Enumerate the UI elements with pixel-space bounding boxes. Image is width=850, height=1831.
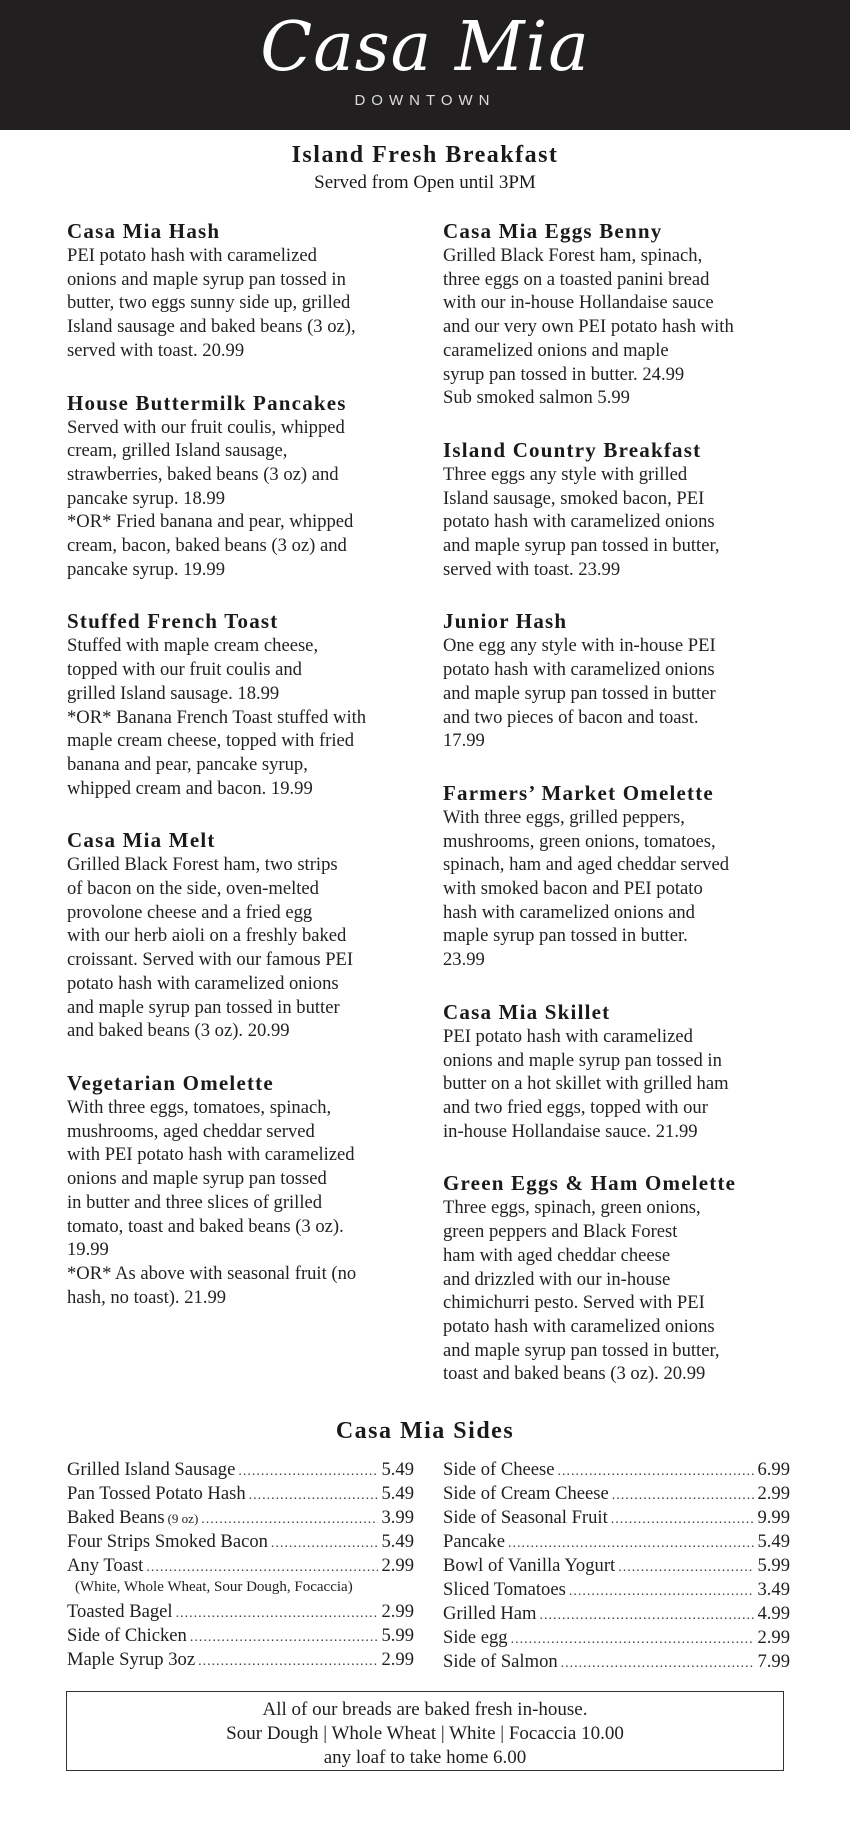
side-name-text: Baked Beans — [67, 1507, 165, 1528]
side-row — [443, 1458, 790, 1482]
sides-left-column — [67, 1458, 414, 1672]
side-row — [443, 1530, 790, 1554]
side-name — [443, 1458, 555, 1482]
side-row — [443, 1482, 790, 1506]
side-price: 2.99 — [381, 1601, 414, 1622]
side-price: 5.49 — [381, 1531, 414, 1552]
menu-item — [443, 999, 798, 1144]
side-row — [67, 1600, 414, 1624]
side-name-text: Grilled Ham — [443, 1603, 537, 1624]
menu-item-name: House Buttermilk Pancakes — [67, 390, 347, 415]
menu-item-description: Stuffed with maple cream cheese, topped with our fruit coulis and grilled Island sausage. 18.99 *OR* Banana French Toast stuffed with maple cream cheese, topped with fried banana and pear, pancake syrup, whipped cream and bacon. 19.99 — [67, 635, 367, 799]
dot-leader — [201, 1508, 378, 1532]
bread-note-box — [66, 1691, 784, 1771]
side-row — [443, 1650, 790, 1674]
side-name — [443, 1650, 558, 1674]
side-name — [443, 1626, 508, 1650]
breakfast-title: Island Fresh Breakfast — [291, 142, 559, 168]
side-price: 5.99 — [381, 1625, 414, 1646]
side-name — [443, 1602, 536, 1626]
dot-leader — [611, 1508, 755, 1532]
side-name-text: Bowl of Vanilla Yogurt — [443, 1555, 616, 1576]
dot-leader — [271, 1532, 379, 1556]
menu-item — [67, 608, 422, 800]
dot-leader — [249, 1484, 379, 1508]
header-banner — [0, 0, 850, 130]
side-price: 3.49 — [757, 1579, 790, 1600]
bread-note-line-2: Sour Dough | Whole Wheat | White | Focaccia 10.00 — [226, 1723, 624, 1744]
side-price: 5.49 — [757, 1531, 790, 1552]
dot-leader — [238, 1460, 378, 1484]
dot-leader — [508, 1532, 755, 1556]
side-name — [67, 1482, 246, 1506]
brand-subtitle: DOWNTOWN — [354, 92, 496, 109]
menu-item-description: PEI potato hash with caramelized onions and maple syrup pan tossed in butter on a hot skillet with grilled ham and two fried eggs, topped with our in-house Hollandaise sauce. 21.99 — [443, 1025, 729, 1142]
side-row — [67, 1624, 414, 1648]
menu-item-name: Casa Mia Skillet — [443, 999, 611, 1024]
menu-item-name: Vegetarian Omelette — [67, 1070, 274, 1095]
menu-item — [67, 218, 422, 363]
dot-leader — [558, 1460, 755, 1484]
side-price: 6.99 — [757, 1459, 790, 1480]
menu-item-name: Stuffed French Toast — [67, 609, 279, 634]
menu-item-description: Grilled Black Forest ham, two strips of bacon on the side, oven-melted provolone cheese and a fried egg with our herb aioli on a freshly baked croissant. Served with our famous PEI potato hash with caramelized onions and maple syrup pan tossed in butter and baked beans (3 oz). 20.99 — [67, 854, 354, 1042]
side-quantity: (9 oz) — [167, 1511, 199, 1526]
bread-note-line-3: any loaf to take home 6.00 — [323, 1747, 527, 1768]
side-row — [443, 1554, 790, 1578]
side-name-text: Any Toast — [67, 1555, 144, 1576]
menu-item-description: With three eggs, tomatoes, spinach, mushrooms, aged cheddar served with PEI potato hash with caramelized onions and maple syrup pan tossed in butter and three slices of grilled tomato, toast and baked beans (3 oz). 19.99 *OR* As above with seasonal fruit (no hash, no toast). 21.99 — [67, 1096, 357, 1308]
dot-leader — [569, 1580, 755, 1604]
menu-item — [67, 1070, 422, 1309]
side-row — [67, 1554, 414, 1578]
side-name — [67, 1624, 187, 1648]
side-name-text: Sliced Tomatoes — [443, 1579, 566, 1600]
side-price: 7.99 — [757, 1651, 790, 1672]
dot-leader — [612, 1484, 755, 1508]
dot-leader — [146, 1556, 378, 1580]
dot-leader — [539, 1604, 754, 1628]
menu-item — [443, 437, 798, 582]
menu-item-description: Three eggs, spinach, green onions, green peppers and Black Forest ham with aged cheddar cheese and drizzled with our in-house chimichurri pesto. Served with PEI potato hash with caramelized onions and maple syrup pan tossed in butter, toast and baked beans (3 oz). 20.99 — [443, 1197, 720, 1385]
menu-item-name: Casa Mia Eggs Benny — [443, 219, 663, 243]
breakfast-subtitle: Served from Open until 3PM — [314, 172, 536, 193]
side-row — [67, 1482, 414, 1506]
side-row — [67, 1458, 414, 1482]
side-note: (White, Whole Wheat, Sour Dough, Focaccia) — [75, 1579, 353, 1595]
sides-title: Casa Mia Sides — [335, 1418, 515, 1444]
side-price: 5.49 — [381, 1483, 414, 1504]
dot-leader — [618, 1556, 754, 1580]
side-price: 5.99 — [757, 1555, 790, 1576]
menu-item-description: One egg any style with in-house PEI potato hash with caramelized onions and maple syrup pan tossed in butter and two pieces of bacon and toast. 17.99 — [443, 635, 716, 752]
menu-item-name: Casa Mia Melt — [67, 828, 216, 853]
menu-item — [443, 1170, 798, 1386]
side-row — [67, 1530, 414, 1554]
side-name — [443, 1506, 608, 1530]
side-name-text: Side egg — [443, 1627, 508, 1648]
side-name — [67, 1648, 195, 1672]
side-price: 4.99 — [757, 1603, 790, 1624]
side-row — [443, 1626, 790, 1650]
dot-leader — [198, 1650, 378, 1674]
side-name — [67, 1458, 235, 1482]
side-name-text: Side of Cheese — [443, 1459, 555, 1480]
side-price: 5.49 — [381, 1459, 414, 1480]
menu-item-name: Casa Mia Hash — [67, 219, 221, 243]
side-price: 3.99 — [381, 1507, 414, 1528]
side-name-text: Toasted Bagel — [67, 1601, 173, 1622]
side-name-text: Pancake — [443, 1531, 505, 1552]
side-name — [67, 1554, 143, 1578]
side-name-text: Four Strips Smoked Bacon — [67, 1531, 268, 1552]
side-name — [443, 1482, 609, 1506]
dot-leader — [190, 1626, 379, 1650]
menu-item-description: PEI potato hash with caramelized onions and maple syrup pan tossed in butter, two eggs sunny side up, grilled Island sausage and baked beans (3 oz), served with toast. 20.99 — [67, 245, 356, 361]
menu-item-name: Junior Hash — [443, 609, 568, 634]
side-name-text: Side of Salmon — [443, 1651, 558, 1672]
side-row — [443, 1602, 790, 1626]
side-name — [67, 1530, 268, 1554]
dot-leader — [511, 1628, 755, 1652]
menu-item-name: Farmers’ Market Omelette — [443, 780, 714, 805]
side-price: 2.99 — [381, 1555, 414, 1576]
menu-item — [443, 218, 798, 410]
dot-leader — [176, 1602, 379, 1626]
menu-item — [443, 608, 798, 753]
side-name-text: Grilled Island Sausage — [67, 1459, 236, 1480]
side-row — [67, 1506, 414, 1530]
side-row — [67, 1648, 414, 1672]
breakfast-left-column — [67, 218, 422, 1336]
side-name-text: Side of Cream Cheese — [443, 1483, 609, 1504]
menu-item — [67, 390, 422, 582]
dot-leader — [561, 1652, 755, 1676]
brand-logo: Casa Mia — [260, 8, 590, 87]
sides-right-column — [443, 1458, 790, 1674]
side-name-text: Pan Tossed Potato Hash — [67, 1483, 246, 1504]
side-name-text: Maple Syrup 3oz — [67, 1649, 196, 1670]
side-name — [67, 1600, 173, 1624]
menu-item-name: Green Eggs & Ham Omelette — [443, 1171, 737, 1196]
side-price: 9.99 — [757, 1507, 790, 1528]
side-row — [443, 1578, 790, 1602]
side-price: 2.99 — [757, 1627, 790, 1648]
menu-item-description: Served with our fruit coulis, whipped cream, grilled Island sausage, strawberries, baked beans (3 oz) and pancake syrup. 18.99 *OR* Fried banana and pear, whipped cream, bacon, baked beans (3 oz) and pancake syrup. 19.99 — [67, 416, 354, 580]
menu-item-name: Island Country Breakfast — [443, 437, 702, 462]
side-price: 2.99 — [381, 1649, 414, 1670]
menu-item — [443, 780, 798, 972]
bread-note-line-1: All of our breads are baked fresh in-house. — [262, 1699, 588, 1720]
side-name-text: Side of Seasonal Fruit — [443, 1507, 608, 1528]
side-price: 2.99 — [757, 1483, 790, 1504]
breakfast-right-column — [443, 218, 798, 1413]
side-name — [67, 1506, 198, 1531]
menu-item-description: Three eggs any style with grilled Island sausage, smoked bacon, PEI potato hash with caramelized onions and maple syrup pan tossed in butter, served with toast. 23.99 — [443, 463, 720, 580]
side-name — [443, 1530, 505, 1554]
side-name-text: Side of Chicken — [67, 1625, 187, 1646]
side-row — [443, 1506, 790, 1530]
menu-item-description: Grilled Black Forest ham, spinach, three eggs on a toasted panini bread with our in-house Hollandaise sauce and our very own PEI potato hash with caramelized onions and maple syrup pan tossed in butter. 24.99 Sub smoked salmon 5.99 — [443, 245, 734, 409]
side-name — [443, 1578, 566, 1602]
menu-item-description: With three eggs, grilled peppers, mushrooms, green onions, tomatoes, spinach, ham and aged cheddar served with smoked bacon and PEI potato hash with caramelized onions and maple syrup pan tossed in butter. 23.99 — [443, 806, 730, 971]
menu-item — [67, 827, 422, 1043]
side-name — [443, 1554, 615, 1578]
